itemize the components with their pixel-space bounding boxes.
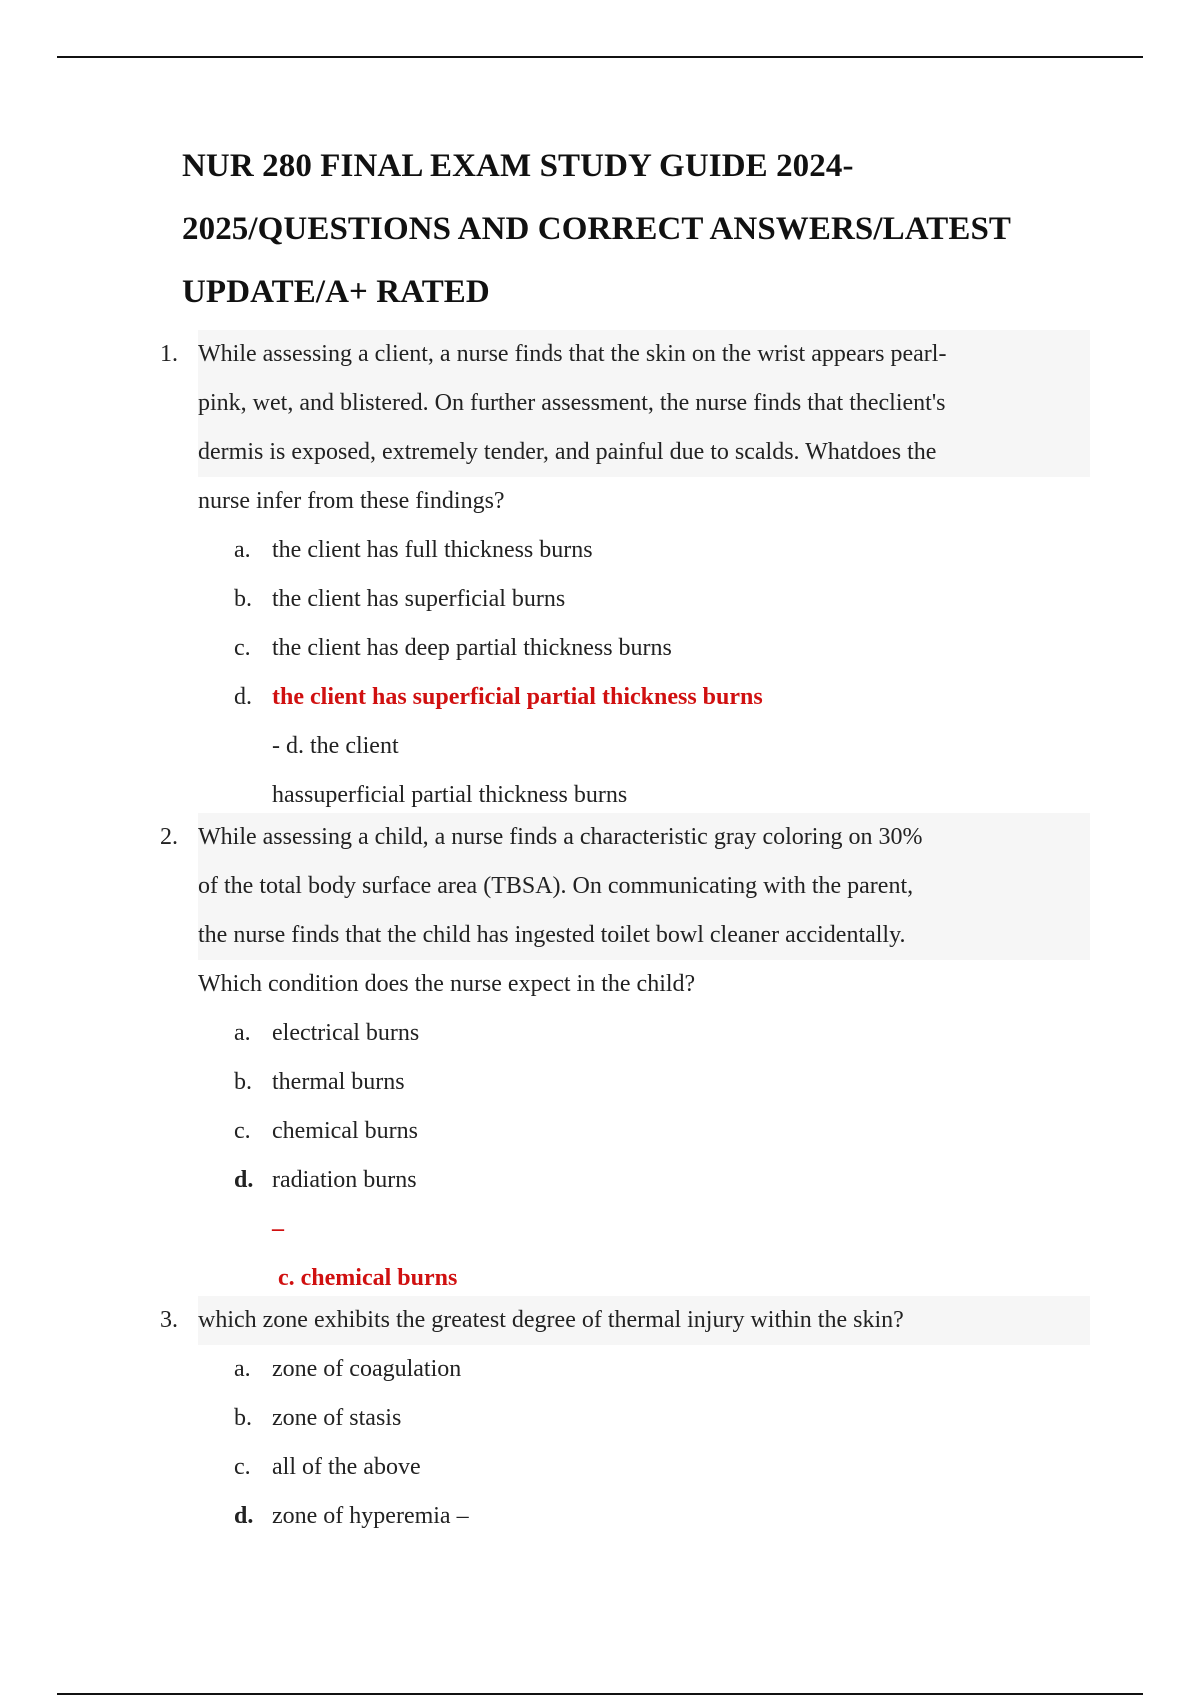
option-letter: c. <box>234 1118 251 1144</box>
option-text: zone of hyperemia – <box>272 1503 469 1529</box>
options-list <box>234 1009 1090 1254</box>
options-list <box>234 1345 1090 1541</box>
title-line: UPDATE/A+ RATED <box>182 274 490 310</box>
option-text: the client has full thickness burns <box>272 537 593 563</box>
option-b <box>234 1394 1090 1443</box>
option-text: all of the above <box>272 1454 421 1480</box>
option-letter: b. <box>234 1405 252 1431</box>
question-2 <box>160 813 1090 1303</box>
option-text: - d. the client <box>272 733 399 759</box>
correct-answer-highlight: c. chemical burns <box>278 1265 458 1291</box>
option-letter: a. <box>234 537 251 563</box>
question-line: While assessing a child, a nurse finds a characteristic gray coloring on 30% <box>198 813 1090 862</box>
option-a <box>234 1009 1090 1058</box>
option-text: hassuperficial partial thickness burns <box>272 782 628 808</box>
option-text: thermal burns <box>272 1069 405 1095</box>
option-letter: d. <box>234 1167 254 1193</box>
option-d <box>234 673 1090 820</box>
document-title <box>182 135 1112 324</box>
option-a <box>234 1345 1090 1394</box>
question-number: 2. <box>160 824 178 850</box>
option-letter: b. <box>234 1069 252 1095</box>
bottom-rule <box>57 1693 1143 1695</box>
option-d <box>234 1156 1090 1254</box>
question-line: While assessing a client, a nurse finds that the skin on the wrist appears pearl- <box>198 330 1090 379</box>
question-line: pink, wet, and blistered. On further assessment, the nurse finds that theclient's <box>198 379 1090 428</box>
option-d <box>234 1492 1090 1541</box>
option-text: radiation burns <box>272 1167 417 1193</box>
option-text: electrical burns <box>272 1020 420 1046</box>
option-text: the client has deep partial thickness burns <box>272 635 672 661</box>
answer-dash: – <box>272 1216 284 1242</box>
option-letter: a. <box>234 1020 251 1046</box>
option-letter: d. <box>234 1503 254 1529</box>
option-c <box>234 1107 1090 1156</box>
question-line: which zone exhibits the greatest degree of thermal injury within the skin? <box>198 1296 1090 1345</box>
question-stem <box>160 813 1090 1009</box>
option-text: zone of stasis <box>272 1405 402 1431</box>
option-c <box>234 1443 1090 1492</box>
option-text: zone of coagulation <box>272 1356 462 1382</box>
option-b <box>234 575 1090 624</box>
option-b <box>234 1058 1090 1107</box>
option-letter: c. <box>234 635 251 661</box>
question-line: dermis is exposed, extremely tender, and painful due to scalds. Whatdoes the <box>198 428 1090 477</box>
option-text: chemical burns <box>272 1118 418 1144</box>
title-line: NUR 280 FINAL EXAM STUDY GUIDE 2024- <box>182 148 854 184</box>
option-c <box>234 624 1090 673</box>
question-line: nurse infer from these findings? <box>198 488 505 514</box>
title-line: 2025/QUESTIONS AND CORRECT ANSWERS/LATEST <box>182 211 1012 247</box>
option-letter: c. <box>234 1454 251 1480</box>
question-stem <box>160 330 1090 526</box>
option-text: the client has superficial burns <box>272 586 566 612</box>
question-3 <box>160 1296 1090 1541</box>
option-letter: d. <box>234 684 252 710</box>
question-number: 1. <box>160 341 178 367</box>
question-number: 3. <box>160 1307 178 1333</box>
correct-answer-highlight: the client has superficial partial thickness burns <box>272 684 763 710</box>
option-a <box>234 526 1090 575</box>
option-letter: a. <box>234 1356 251 1382</box>
question-line: Which condition does the nurse expect in the child? <box>198 971 696 997</box>
question-1 <box>160 330 1090 820</box>
question-stem <box>160 1296 1090 1345</box>
top-rule <box>57 56 1143 58</box>
option-letter: b. <box>234 586 252 612</box>
question-line: the nurse finds that the child has ingested toilet bowl cleaner accidentally. <box>198 911 1090 960</box>
options-list <box>234 526 1090 820</box>
question-line: of the total body surface area (TBSA). On communicating with the parent, <box>198 862 1090 911</box>
